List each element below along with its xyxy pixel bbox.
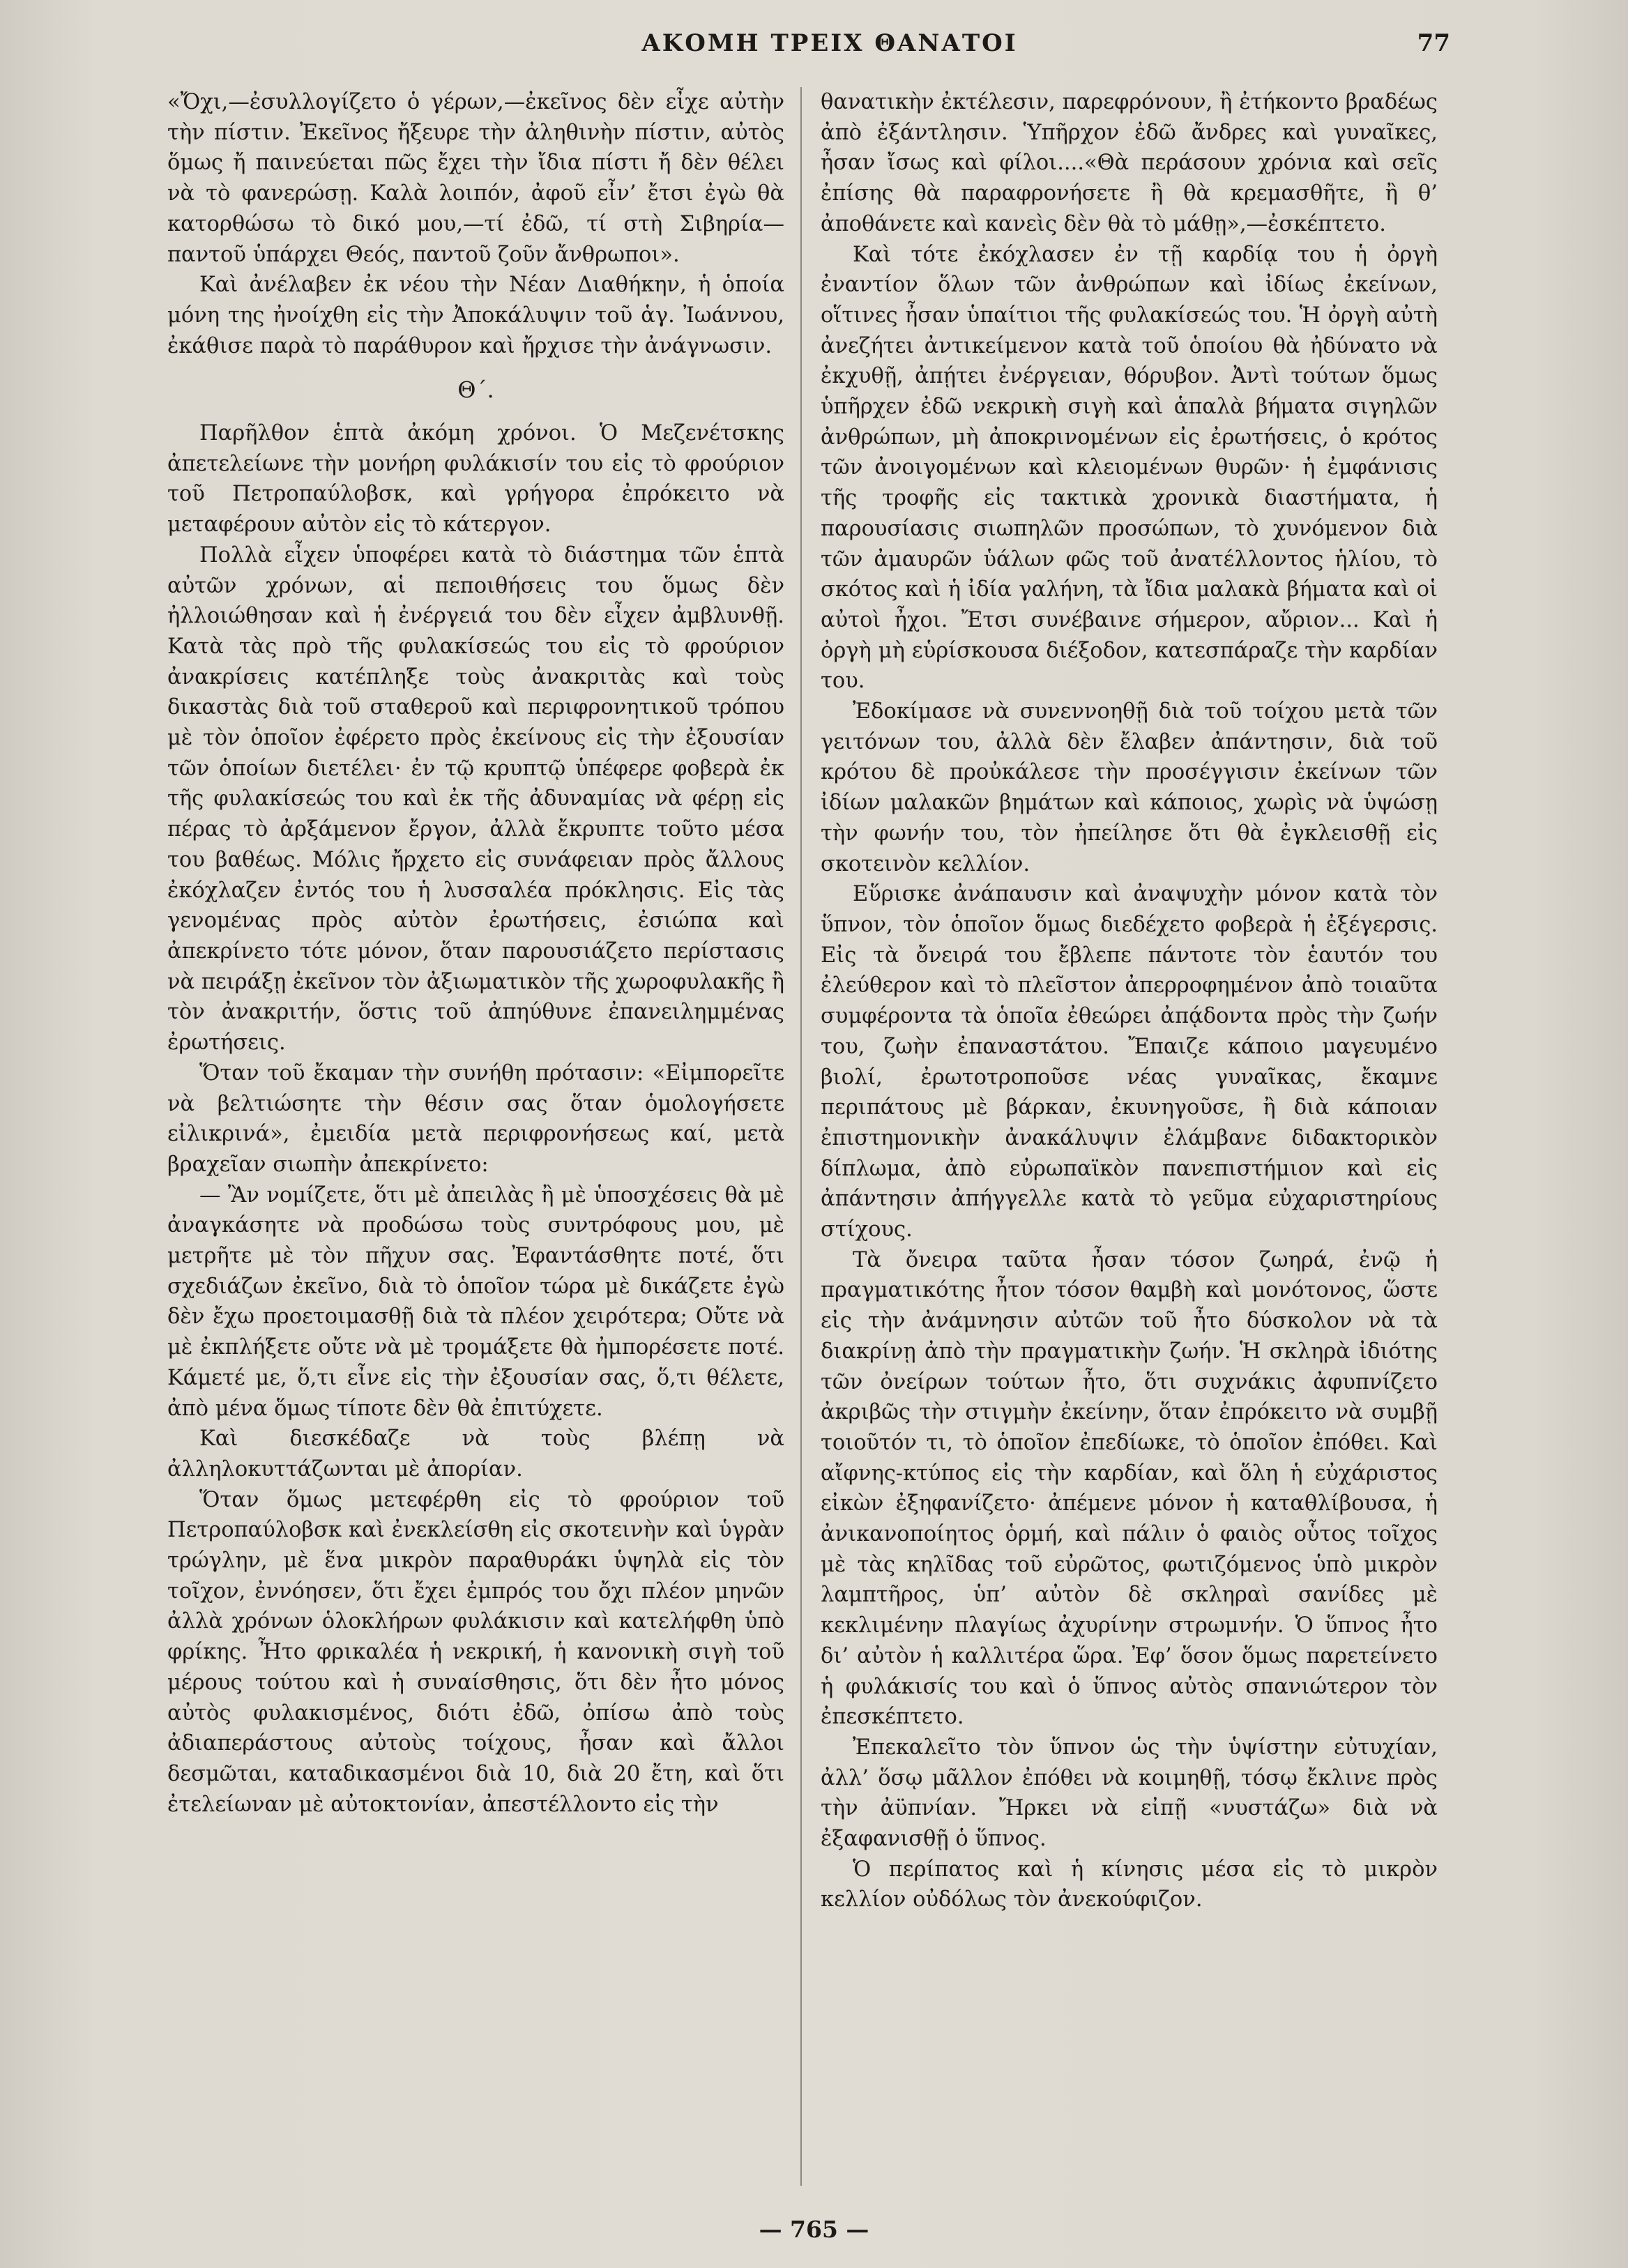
- folio-number: — 765 —: [759, 2216, 869, 2243]
- paragraph: «Ὄχι,—ἐσυλλογίζετο ὁ γέρων,—ἐκεῖνος δὲν εἶχε αὐτὴν τὴν πίστιν. Ἐκεῖνος ἤξευρε τὴν ἀληθινὴν πίστιν, αὐτὸς ὅμως ἤ παινεύεται πῶς ἔχει τὴν ἴδια πίστι ἤ δὲν θέλει νὰ τὸ φανερώσῃ. Καλὰ λοιπόν, ἀφοῦ εἶν’ ἔτσι ἐγὼ θὰ κατορθώσω τὸ δικό μου,—τί ἐδῶ, τί στὴ Σιβηρία—παντοῦ ὑπάρχει Θεός, παντοῦ ζοῦν ἄνθρωποι».: [167, 90, 784, 267]
- page-number: 77: [1417, 29, 1450, 57]
- right-column: [821, 87, 1438, 1915]
- paragraph: Καὶ διεσκέδαζε νὰ τοὺς βλέπῃ νὰ ἀλληλοκυττάζωνται μὲ ἀπορίαν.: [167, 1426, 784, 1482]
- paragraph: Ὁ περίπατος καὶ ἡ κίνησις μέσα εἰς τὸ μικρὸν κελλίον οὐδόλως τὸν ἀνεκούφιζον.: [821, 1857, 1438, 1912]
- section-heading: Θ΄.: [457, 376, 494, 404]
- paragraph: Εὕρισκε ἀνάπαυσιν καὶ ἀναψυχὴν μόνον κατὰ τὸν ὕπνον, τὸν ὁποῖον ὅμως διεδέχετο φοβερὰ ἡ ἐξέγερσις. Εἰς τὰ ὄνειρά του ἔβλεπε πάντοτε τὸν ἑαυτόν του ἐλεύθερον καὶ τὸ πλεῖστον ἀπερροφημένον ἀπὸ τοιαῦτα συμφέροντα τὰ ὁποῖα ἐθεώρει ἀπᾴδοντα πρὸς τὴν ζωήν του, ζωὴν ἐπαναστάτου. Ἔπαιζε κάποιο μαγευμένο βιολί, ἐρωτοτροποῦσε νέας γυναῖκας, ἔκαμνε περιπάτους μὲ βάρκαν, ἐκυνηγοῦσε, ἢ διὰ κάποιαν ἐπιστημονικὴν ἀνακάλυψιν ἐλάμβανε διδακτορικὸν δίπλωμα, ἀπὸ εὐρωπαϊκὸν πανεπιστήμιον καὶ εἰς ἀπάντησιν ἀπήγγελλε κατὰ τὸ γεῦμα εὐχαριστηρίους στίχους.: [821, 882, 1438, 1242]
- paragraph: θανατικὴν ἐκτέλεσιν, παρεφρόνουν, ἢ ἐτήκοντο βραδέως ἀπὸ ἐξάντλησιν. Ὑπῆρχον ἐδῶ ἄνδρες καὶ γυναῖκες, ἦσαν ἴσως καὶ φίλοι....«Θὰ περάσουν χρόνια καὶ σεῖς ἐπίσης θὰ παραφρονήσετε ἢ θὰ κρεμασθῆτε, ἢ θ’ ἀποθάνετε καὶ κανεὶς δὲν θὰ τὸ μάθῃ»,—ἐσκέπτετο.: [821, 90, 1438, 236]
- paragraph: Παρῆλθον ἑπτὰ ἀκόμη χρόνοι. Ὁ Μεζενέτσκης ἀπετελείωνε τὴν μονήρη φυλάκισίν του εἰς τὸ φρούριον τοῦ Πετροπαύλοβσκ, καὶ γρήγορα ἐπρόκειτο νὰ μεταφέρουν αὐτὸν εἰς τὸ κάτεργον.: [167, 421, 784, 538]
- paragraph: Καὶ ἀνέλαβεν ἐκ νέου τὴν Νέαν Διαθήκην, ἡ ὁποία μόνη της ἠνοίχθη εἰς τὴν Ἀποκάλυψιν τοῦ ἁγ. Ἰωάννου, ἐκάθισε παρὰ τὸ παράθυρον καὶ ἤρχισε τὴν ἀνάγνωσιν.: [167, 273, 784, 358]
- page-header: [0, 29, 1628, 78]
- paragraph: — Ἂν νομίζετε, ὅτι μὲ ἀπειλὰς ἢ μὲ ὑποσχέσεις θὰ μὲ ἀναγκάσητε νὰ προδώσω τοὺς συντρόφους μου, μὲ μετρῆτε μὲ τὸν πῆχυν σας. Ἐφαντάσθητε ποτέ, ὅτι σχεδιάζων ἐκεῖνο, διὰ τὸ ὁποῖον τώρα μὲ δικάζετε ἐγὼ δὲν ἔχω προετοιμασθῇ διὰ τὰ πλέον χειρότερα; Οὔτε νὰ μὲ ἐκπλήξετε οὔτε νὰ μὲ τρομάξετε θὰ ἠμπορέσετε ποτέ. Κάμετέ με, ὅ,τι εἶνε εἰς τὴν ἐξουσίαν σας, ὅ,τι θέλετε, ἀπὸ μένα ὅμως τίποτε δὲν θὰ ἐπιτύχετε.: [167, 1182, 784, 1421]
- paragraph: Τὰ ὄνειρα ταῦτα ἦσαν τόσον ζωηρά, ἐνῷ ἡ πραγματικότης ἦτον τόσον θαμβὴ καὶ μονότονος, ὥστε εἰς τὴν ἀνάμνησιν αὐτῶν τοῦ ἦτο δύσκολον νὰ τὰ διακρίνῃ ἀπὸ τὴν πραγματικὴν ζωήν. Ἡ σκληρὰ ἰδιότης τῶν ὀνείρων τούτων ἦτο, ὅτι συχνάκις ἀφυπνίζετο ἀκριβῶς τὴν στιγμὴν ἐκείνην, ὅταν ἐπρόκειτο νὰ συμβῇ τοιοῦτόν τι, τὸ ὁποῖον ἐπεδίωκε, τὸ ὁποῖον ἐπόθει. Καὶ αἴφνης-κτύπος εἰς τὴν καρδίαν, καὶ ὅλη ἡ εὐχάριστος εἰκὼν ἐξηφανίζετο· ἀπέμενε μόνον ἡ καταθλίβουσα, ἡ ἀνικανοποίητος ὁρμή, καὶ πάλιν ὁ φαιὸς οὗτος τοῖχος μὲ τὰς κηλῖδας τοῦ εὐρῶτος, φωτιζόμενος ὑπὸ μικρὸν λαμπτῆρος, ὑπ’ αὐτὸν δὲ σκληραὶ σανίδες μὲ κεκλιμένην πλαγίως ἀχυρίνην στρωμνήν. Ὁ ὕπνος ἦτο δι’ αὐτὸν ἡ καλλιτέρα ὥρα. Ἐφ’ ὅσον ὅμως παρετείνετο ἡ φυλάκισίς του καὶ ὁ ὕπνος αὐτὸς σπανιώτερον τὸν ἐπεσκέπτετο.: [821, 1247, 1438, 1730]
- running-title: ΑΚΟΜΗ ΤΡΕΙΧ ΘΑΝΑΤΟΙ: [641, 29, 1018, 57]
- column-divider: [800, 87, 802, 2186]
- paragraph: Ὅταν ὅμως μετεφέρθη εἰς τὸ φρούριον τοῦ Πετροπαύλοβσκ καὶ ἐνεκλείσθη εἰς σκοτεινὴν καὶ ὑγρὰν τρώγλην, μὲ ἕνα μικρὸν παραθυράκι ὑψηλὰ εἰς τὸν τοῖχον, ἐννόησεν, ὅτι ἔχει ἐμπρός του ὄχι πλέον μηνῶν ἀλλὰ χρόνων ὁλοκλήρων φυλάκισιν καὶ κατελήφθη ὑπὸ φρίκης. Ἦτο φρικαλέα ἡ νεκρική, ἡ κανονικὴ σιγὴ τοῦ μέρους τούτου καὶ ἡ συναίσθησις, ὅτι δὲν ἦτο μόνος αὐτὸς φυλακισμένος, διότι ἐδῶ, ὀπίσω ἀπὸ τοὺς ἀδιαπεράστους αὐτοὺς τοίχους, ἦσαν καὶ ἄλλοι δεσμῶται, καταδικασμένοι διὰ 10, διὰ 20 ἔτη, καὶ ὅτι ἐτελείωναν μὲ αὐτοκτονίαν, ἀπεστέλλοντο εἰς τὴν: [167, 1487, 784, 1817]
- paragraph: Πολλὰ εἶχεν ὑποφέρει κατὰ τὸ διάστημα τῶν ἑπτὰ αὐτῶν χρόνων, αἱ πεποιθήσεις του ὅμως δὲν ἠλλοιώθησαν καὶ ἡ ἐνέργειά του δὲν εἶχεν ἀμβλυνθῇ. Κατὰ τὰς πρὸ τῆς φυλακίσεώς του εἰς τὸ φρούριον ἀνακρίσεις κατέπληξε τοὺς ἀνακριτὰς καὶ τοὺς δικαστὰς διὰ τοῦ σταθεροῦ καὶ περιφρονητικοῦ τρόπου μὲ τὸν ὁποῖον ἐφέρετο πρὸς ἐκείνους εἰς τὴν ἐξουσίαν τῶν ὁποίων διετέλει· ἐν τῷ κρυπτῷ ὑπέφερε φοβερὰ ἐκ τῆς φυλακίσεώς του καὶ ἐκ τῆς ἀδυναμίας νὰ φέρῃ εἰς πέρας τὸ ἀρξάμενον ἔργον, ἀλλὰ ἔκρυπτε τοῦτο μέσα του βαθέως. Μόλις ἤρχετο εἰς συνάφειαν πρὸς ἄλλους ἐκόχλαζεν ἐντός του ἡ λυσσαλέα πρόκλησις. Εἰς τὰς γενομένας πρὸς αὐτὸν ἐρωτήσεις, ἐσιώπα καὶ ἀπεκρίνετο τότε μόνον, ὅταν παρουσιάζετο περίστασις νὰ πειράξῃ ἐκεῖνον τὸν ἀξιωματικὸν τῆς χωροφυλακῆς ἢ τὸν ἀνακριτήν, ὅστις τοῦ ἀπηύθυνε ἐπανειλημμένας ἐρωτήσεις.: [167, 542, 784, 1056]
- paragraph: Ὅταν τοῦ ἔκαμαν τὴν συνήθη πρότασιν: «Εἰμπορεῖτε νὰ βελτιώσητε τὴν θέσιν σας ὅταν ὁμολογήσετε εἰλικρινά», ἐμειδία μετὰ περιφρονήσεως καί, μετὰ βραχεῖαν σιωπὴν ἀπεκρίνετο:: [167, 1060, 784, 1177]
- paragraph: Ἐπεκαλεῖτο τὸν ὕπνον ὡς τὴν ὑψίστην εὐτυχίαν, ἀλλ’ ὅσῳ μᾶλλον ἐπόθει νὰ κοιμηθῇ, τόσῳ ἔκλινε πρὸς τὴν ἀϋπνίαν. Ἤρκει νὰ εἰπῇ «νυστάζω» διὰ νὰ ἐξαφανισθῇ ὁ ὕπνος.: [821, 1735, 1438, 1852]
- left-column: [167, 87, 784, 1820]
- paragraph: Καὶ τότε ἐκόχλασεν ἐν τῇ καρδίᾳ του ἡ ὀργὴ ἐναντίον ὅλων τῶν ἀνθρώπων καὶ ἰδίως ἐκείνων, οἵτινες ἦσαν ὑπαίτιοι τῆς φυλακίσεώς του. Ἡ ὀργὴ αὐτὴ ἀνεζήτει ἀντικείμενον κατὰ τοῦ ὁποίου θὰ ἠδύνατο νὰ ἐκχυθῇ, ἀπῄτει ἐνέργειαν, θόρυβον. Ἀντὶ τούτων ὅμως ὑπῆρχεν ἐδῶ νεκρικὴ σιγὴ καὶ ἁπαλὰ βήματα σιγηλῶν ἀνθρώπων, μὴ ἀποκρινομένων εἰς ἐρωτήσεις, ὁ κρότος τῶν ἀνοιγομένων καὶ κλειομένων θυρῶν· ἡ ἐμφάνισις τῆς τροφῆς εἰς τακτικὰ χρονικὰ διαστήματα, ἡ παρουσίασις σιωπηλῶν προσώπων, τὸ χυνόμενον διὰ τῶν ἀμαυρῶν ὑάλων φῶς τοῦ ἀνατέλλοντος ἡλίου, τὸ σκότος καὶ ἡ ἰδία γαλήνη, τὰ ἴδια μαλακὰ βήματα καὶ οἱ αὐτοὶ ἦχοι. Ἔτσι συνέβαινε σήμερον, αὔριον... Καὶ ἡ ὀργὴ μὴ εὑρίσκουσα διέξοδον, κατεσπάραζε τὴν καρδίαν του.: [821, 242, 1438, 694]
- paragraph: Ἐδοκίμασε νὰ συνεννοηθῇ διὰ τοῦ τοίχου μετὰ τῶν γειτόνων του, ἀλλὰ δὲν ἔλαβεν ἀπάντησιν, διὰ τοῦ κρότου δὲ προὐκάλεσε τὴν προσέγγισιν ἐκείνων τῶν ἰδίων μαλακῶν βημάτων καὶ κάποιος, χωρὶς νὰ ὑψώσῃ τὴν φωνήν του, τὸν ἠπείλησε ὅτι θὰ ἐγκλεισθῇ εἰς σκοτεινὸν κελλίον.: [821, 699, 1438, 876]
